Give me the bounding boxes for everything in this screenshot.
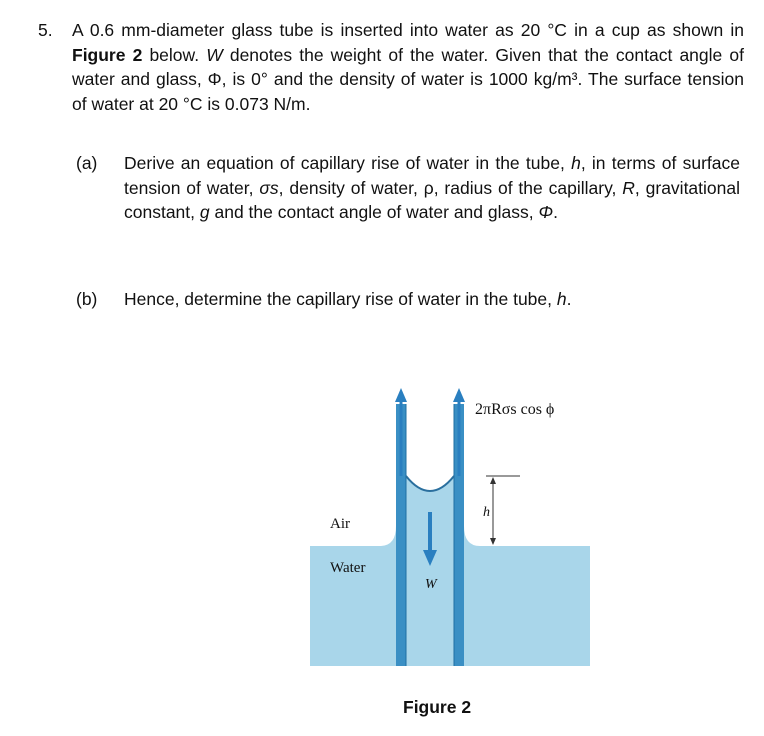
tension-arrowhead-left <box>395 388 407 402</box>
part-a-text-3: , density of water, ρ, radius of the capillary, <box>278 177 623 198</box>
part-a-g: g <box>199 202 210 222</box>
figure-caption: Figure 2 <box>403 697 472 717</box>
question-text <box>72 18 744 116</box>
intro-text-2: below. <box>142 44 207 65</box>
tension-arrowhead-right <box>453 388 465 402</box>
part-a-text-4: , gravitational constant, <box>124 177 741 222</box>
part-b-h: h <box>556 289 567 309</box>
part-a-text-6: . <box>553 202 558 222</box>
air-label: Air <box>330 516 350 532</box>
part-a-text-1: Derive an equation of capillary rise of water in the tube, <box>124 153 572 173</box>
part-b-label: (b) <box>76 289 98 309</box>
part-b-text-1: Hence, determine the capillary rise of water in the tube, <box>124 289 557 309</box>
outer-meniscus-left <box>380 526 396 546</box>
h-label: h <box>483 505 490 520</box>
intro-text-1: A 0.6 mm-diameter glass tube is inserted into water as 20 °C in a cup as shown in <box>72 20 744 40</box>
part-a-text-5: and the contact angle of water and glass, <box>209 202 539 222</box>
part-b-text <box>124 287 571 312</box>
intro-text-3: denotes the weight of the water. Given that the contact angle of water and glass, Φ, is 0° and the density of water is 1000 kg/m³. The surface tension of water at 20 °C is 0.073 N/m. <box>72 44 744 114</box>
surface-tension-label: 2πRσs cos ϕ <box>475 401 555 418</box>
part-a-label: (a) <box>76 153 98 173</box>
weight-symbol: W <box>206 44 223 65</box>
part-a-R: R <box>622 177 635 198</box>
capillary-figure <box>300 326 600 666</box>
weight-label: W <box>425 577 437 592</box>
part-a-phi: Φ <box>538 202 554 222</box>
part-b-text-2: . <box>566 289 572 309</box>
question-number: 5. <box>38 20 53 40</box>
water-label: Water <box>330 560 366 576</box>
part-a-h: h <box>571 153 581 173</box>
outer-meniscus-right <box>464 526 480 546</box>
part-a-text-2: , in terms of surface tension of water, <box>124 153 740 198</box>
part-a-sigma: σs <box>259 177 279 198</box>
figure-reference: Figure 2 <box>72 44 143 65</box>
part-a-text <box>124 151 740 225</box>
